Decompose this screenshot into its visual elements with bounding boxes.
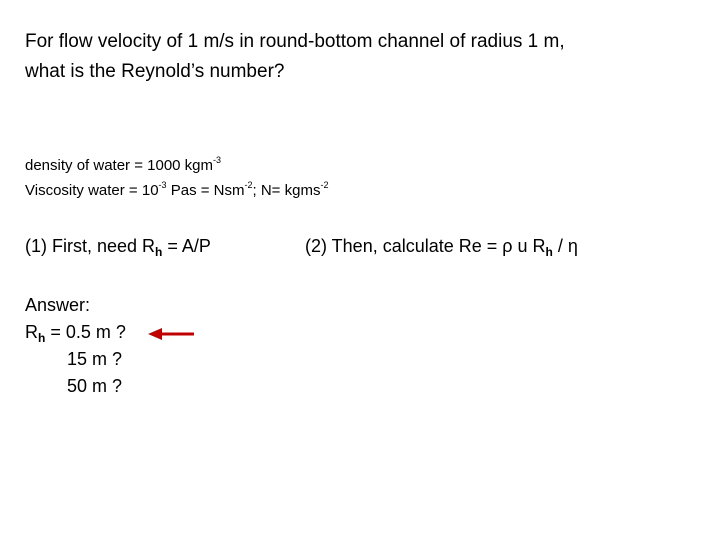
viscosity-given	[25, 181, 328, 201]
answer-option-2: 15 m ?	[67, 349, 123, 369]
step-2-subscript: h	[545, 245, 553, 259]
viscosity-exponent-3: -2	[320, 180, 329, 190]
answer-option-1-subscript: h	[38, 331, 46, 345]
viscosity-exponent-2: -2	[244, 180, 253, 190]
step-2	[305, 234, 578, 258]
answer-heading: Answer:	[25, 295, 91, 315]
answer-option-3: 50 m ?	[67, 376, 123, 396]
step-1-text: (1) First, need R	[25, 236, 156, 256]
viscosity-text-b: Pas = Nsm	[166, 182, 245, 199]
question-line-2: what is the Reynold’s number?	[25, 61, 285, 82]
step-2-formula: / η	[552, 236, 578, 256]
step-1-formula: = A/P	[162, 236, 211, 256]
answer-option-1-text: = 0.5 m ?	[45, 322, 126, 342]
viscosity-text-a: Viscosity water = 10	[25, 182, 159, 199]
question-line-1: For flow velocity of 1 m/s in round-bottom channel of radius 1 m,	[25, 31, 565, 52]
density-text: density of water = 1000 kgm	[25, 157, 214, 174]
answer-option-1-prefix: R	[25, 322, 38, 342]
step-2-text: (2) Then, calculate Re = ρ u R	[305, 236, 546, 256]
density-exponent: -3	[213, 155, 222, 165]
step-1	[25, 234, 211, 258]
arrow-icon	[148, 326, 196, 342]
viscosity-text-c: ; N= kgms	[252, 182, 321, 199]
density-given	[25, 156, 221, 176]
answer-option-1	[25, 320, 126, 344]
step-1-subscript: h	[155, 245, 163, 259]
viscosity-exponent-1: -3	[158, 180, 167, 190]
